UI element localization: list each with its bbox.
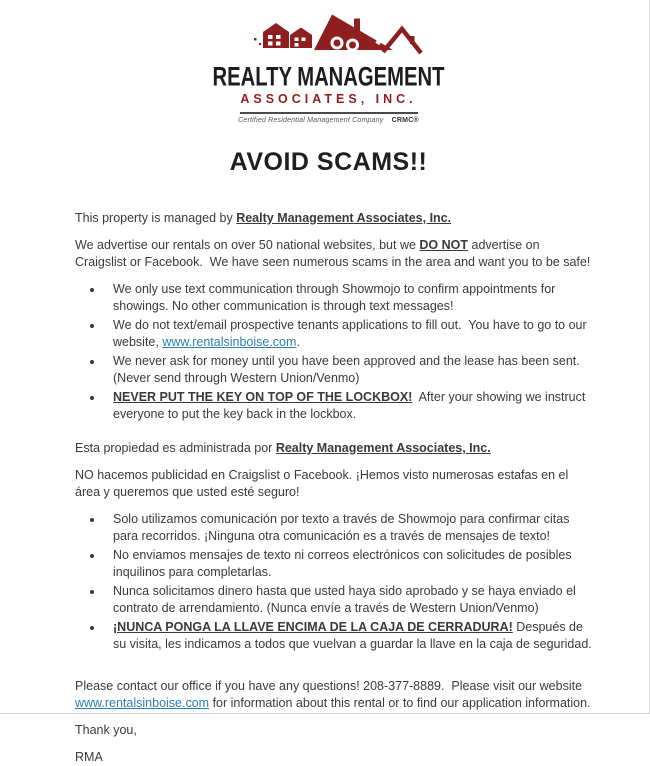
list-item <box>104 547 594 581</box>
text-segment: DO NOT <box>419 237 469 252</box>
letter-body <box>75 210 594 766</box>
signature-text: RMA <box>75 749 103 764</box>
list-item <box>104 619 594 653</box>
scam-warning-list-en <box>75 281 594 423</box>
list-item <box>104 317 594 351</box>
letter-footer <box>75 678 594 766</box>
advertise-paragraph-es <box>75 467 594 501</box>
text-segment: advertise on Craigslist or Facebook. We have seen numerous scams in the area and want you to be safe! <box>75 237 591 269</box>
rooftops-logo-icon <box>234 10 424 62</box>
text-segment: No enviamos mensajes de texto ni correos electrónicos con solicitudes de posibles inquilinos para completarlas. <box>113 547 572 579</box>
text-segment: NEVER PUT THE KEY ON TOP OF THE LOCKBOX! <box>113 389 413 404</box>
list-item <box>104 353 594 387</box>
text-segment: NO hacemos publicidad en Craigslist o Facebook. ¡Hemos visto numerosas estafas en el área y queremos que usted esté seguro! <box>75 467 569 499</box>
crmc-mark: CRMC® <box>391 117 419 125</box>
logo-divider <box>240 112 418 114</box>
text-segment: After your showing we instruct everyone to put the key back in the lockbox. <box>113 389 586 421</box>
text-segment: We only use text communication through Showmojo to confirm appointments for showings. No other communication is through text messages! <box>113 281 556 313</box>
letterhead <box>8 0 649 179</box>
text-segment: Esta propiedad es administrada por <box>75 440 276 455</box>
rentalsinboise-link[interactable]: www.rentalsinboise.com <box>162 334 297 349</box>
text-segment: We never ask for money until you have been approved and the lease has been sent. (Never send through Western Union/Venmo) <box>113 353 580 385</box>
text-segment: Después de su visita, les indicamos a todos que vuelvan a guardar la llave en la caja de seguridad. <box>113 619 592 651</box>
text-segment: Realty Management Associates, Inc. <box>275 440 491 455</box>
contact-paragraph <box>75 678 594 712</box>
thank-you-text: Thank you, <box>75 722 137 737</box>
text-segment: Nunca solicitamos dinero hasta que usted haya sido aprobado y se haya enviado el contrato de arrendamiento. (Nunca envíe a través de Western Union/Venmo) <box>113 583 576 615</box>
rentalsinboise-link[interactable]: www.rentalsinboise.com <box>75 695 210 710</box>
certification-text: Certified Residential Management Company <box>238 117 384 125</box>
certification-tagline <box>8 116 649 126</box>
list-item <box>104 583 594 617</box>
company-name: REALTY MANAGEMENT <box>212 60 445 92</box>
text-segment: . <box>296 334 300 349</box>
company-subtitle: ASSOCIATES, INC. <box>240 92 417 107</box>
text-segment: Realty Management Associates, Inc. <box>236 210 452 225</box>
avoid-scams-heading: AVOID SCAMS!! <box>229 147 428 176</box>
list-item <box>104 511 594 545</box>
list-item <box>104 389 594 423</box>
text-segment: Solo utilizamos comunicación por texto a través de Showmojo para confirmar citas para recorridos. ¡Ninguna otra comunicación es a través de mensajes de texto! <box>113 511 570 543</box>
list-item <box>104 281 594 315</box>
managed-by-paragraph-en <box>75 210 594 227</box>
advertise-paragraph-en <box>75 237 594 271</box>
text-segment: Please contact our office if you have any questions! 208-377-8889. Please visit our website <box>75 678 583 693</box>
text-segment: ¡NUNCA PONGA LA LLAVE ENCIMA DE LA CAJA DE CERRADURA! <box>113 619 513 634</box>
text-segment: We do not text/email prospective tenants applications to fill out. You have to go to our website, <box>113 317 587 349</box>
text-segment: This property is managed by <box>75 210 237 225</box>
text-segment: for information about this rental or to find our application information. <box>209 695 591 710</box>
managed-by-paragraph-es <box>75 440 594 457</box>
scam-warning-list-es <box>75 511 594 653</box>
text-segment: We advertise our rentals on over 50 national websites, but we <box>75 237 420 252</box>
